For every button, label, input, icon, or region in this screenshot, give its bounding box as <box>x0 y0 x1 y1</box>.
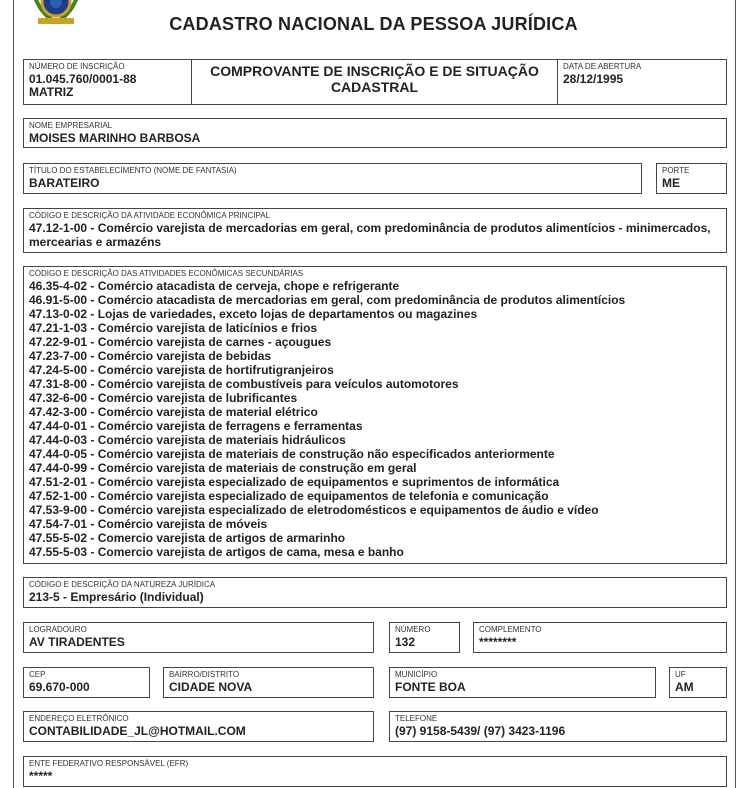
bairro-value: CIDADE NOVA <box>169 680 253 694</box>
municipio-value: FONTE BOA <box>395 680 466 694</box>
atividade-secundaria-item: 47.44-0-05 - Comércio varejista de materiais de construção não especificados anteriormente <box>29 447 555 461</box>
porte-label: PORTE <box>662 166 690 175</box>
atividades-secundarias-list <box>29 279 720 559</box>
abertura-value: 28/12/1995 <box>563 72 624 86</box>
atividade-principal-box <box>23 208 727 253</box>
titulo-box <box>23 163 642 194</box>
bairro-box <box>163 667 374 698</box>
efr-label: ENTE FEDERATIVO RESPONSÁVEL (EFR) <box>29 759 189 768</box>
atividade-secundaria-item: 47.55-5-03 - Comercio varejista de artigos de cama, mesa e banho <box>29 545 404 559</box>
atividade-secundaria-item: 47.52-1-00 - Comércio varejista especializado de equipamentos de telefonia e comunicação <box>29 489 549 503</box>
uf-box <box>669 667 727 698</box>
nome-empresarial-box <box>23 118 727 148</box>
municipio-label: MUNICÍPIO <box>395 670 438 679</box>
nome-empresarial-label: NOME EMPRESARIAL <box>29 121 113 130</box>
inscricao-label: NÚMERO DE INSCRIÇÃO <box>29 62 125 71</box>
cep-label: CEP <box>29 670 46 679</box>
atividade-principal-label: CÓDIGO E DESCRIÇÃO DA ATIVIDADE ECONÔMICA PRINCIPAL <box>29 211 271 220</box>
atividade-secundaria-item: 47.22-9-01 - Comércio varejista de carnes - açougues <box>29 335 332 349</box>
atividade-secundaria-item: 47.13-0-02 - Lojas de variedades, exceto lojas de departamentos ou magazines <box>29 307 478 321</box>
atividade-secundaria-item: 47.44-0-01 - Comércio varejista de ferragens e ferramentas <box>29 419 363 433</box>
municipio-box <box>389 667 656 698</box>
atividade-secundaria-item: 47.51-2-01 - Comércio varejista especializado de equipamentos e suprimentos de informática <box>29 475 560 489</box>
comprovante-line1: COMPROVANTE DE INSCRIÇÃO E DE SITUAÇÃO <box>210 63 539 79</box>
comprovante-line2: CADASTRAL <box>330 79 419 95</box>
atividade-secundaria-item: 47.21-1-03 - Comércio varejista de laticínios e frios <box>29 321 318 335</box>
complemento-box <box>473 622 727 653</box>
telefone-box <box>389 711 727 742</box>
email-value: CONTABILIDADE_JL@HOTMAIL.COM <box>29 724 246 738</box>
porte-value: ME <box>662 176 680 190</box>
telefone-value: (97) 9158-5439/ (97) 3423-1196 <box>395 724 566 738</box>
atividade-secundaria-item: 47.55-5-02 - Comercio varejista de artigos de armarinho <box>29 531 346 545</box>
uf-label: UF <box>675 670 686 679</box>
cep-box <box>23 667 150 698</box>
logradouro-box <box>23 622 374 653</box>
numero-value: 132 <box>395 635 416 649</box>
atividade-secundaria-item: 47.44-0-03 - Comércio varejista de materiais hidráulicos <box>29 433 346 447</box>
inscricao-tipo: MATRIZ <box>29 85 74 99</box>
atividade-principal-value: 47.12-1-00 - Comércio varejista de mercadorias em geral, com predominância de produtos alimentícios - minimercados, mercearias e armazéns <box>29 221 711 249</box>
comprovante-box <box>191 59 558 105</box>
atividade-secundaria-item: 47.31-8-00 - Comércio varejista de combustíveis para veículos automotores <box>29 377 459 391</box>
complemento-label: COMPLEMENTO <box>479 625 542 634</box>
atividades-secundarias-box <box>23 266 727 564</box>
page-title: CADASTRO NACIONAL DA PESSOA JURÍDICA <box>169 14 578 34</box>
atividade-secundaria-item: 46.91-5-00 - Comércio atacadista de mercadorias em geral, com predominância de produtos alimentícios <box>29 293 626 307</box>
atividade-secundaria-item: 47.54-7-01 - Comércio varejista de móveis <box>29 517 268 531</box>
titulo-value: BARATEIRO <box>29 176 100 190</box>
numero-label: NÚMERO <box>395 625 431 634</box>
comprovante-title <box>192 63 557 95</box>
email-box <box>23 711 374 742</box>
atividades-secundarias-label: CÓDIGO E DESCRIÇÃO DAS ATIVIDADES ECONÔMICAS SECUNDÁRIAS <box>29 269 304 278</box>
bairro-label: BAIRRO/DISTRITO <box>169 670 240 679</box>
titulo-label: TÍTULO DO ESTABELECIMENTO (NOME DE FANTASIA) <box>29 166 237 175</box>
atividade-secundaria-item: 46.35-4-02 - Comércio atacadista de cerveja, chope e refrigerante <box>29 279 400 293</box>
atividade-secundaria-item: 47.32-6-00 - Comércio varejista de lubrificantes <box>29 391 298 405</box>
porte-box <box>656 163 727 194</box>
nome-empresarial-value: MOISES MARINHO BARBOSA <box>29 131 201 145</box>
atividade-secundaria-item: 47.44-0-99 - Comércio varejista de materiais de construção em geral <box>29 461 417 475</box>
complemento-value: ******** <box>479 635 517 649</box>
logradouro-label: LOGRADOURO <box>29 625 87 634</box>
abertura-box <box>557 59 727 105</box>
natureza-value: 213-5 - Empresário (Individual) <box>29 590 204 604</box>
atividade-secundaria-item: 47.53-9-00 - Comércio varejista especializado de eletrodomésticos e equipamentos de áudio e vídeo <box>29 503 599 517</box>
atividade-secundaria-item: 47.42-3-00 - Comércio varejista de material elétrico <box>29 405 318 419</box>
abertura-label: DATA DE ABERTURA <box>563 62 642 71</box>
email-label: ENDEREÇO ELETRÔNICO <box>29 714 129 723</box>
inscricao-box <box>23 59 192 105</box>
telefone-label: TELEFONE <box>395 714 438 723</box>
numero-box <box>389 622 460 653</box>
natureza-box <box>23 577 727 608</box>
efr-value: ***** <box>29 769 53 783</box>
natureza-label: CÓDIGO E DESCRIÇÃO DA NATUREZA JURÍDICA <box>29 580 216 589</box>
atividade-secundaria-item: 47.23-7-00 - Comércio varejista de bebidas <box>29 349 272 363</box>
uf-value: AM <box>675 680 694 694</box>
efr-box <box>23 756 727 787</box>
logradouro-value: AV TIRADENTES <box>29 635 125 649</box>
atividade-secundaria-item: 47.24-5-00 - Comércio varejista de hortifrutigranjeiros <box>29 363 334 377</box>
cep-value: 69.670-000 <box>29 680 90 694</box>
inscricao-numero: 01.045.760/0001-88 <box>29 72 137 86</box>
